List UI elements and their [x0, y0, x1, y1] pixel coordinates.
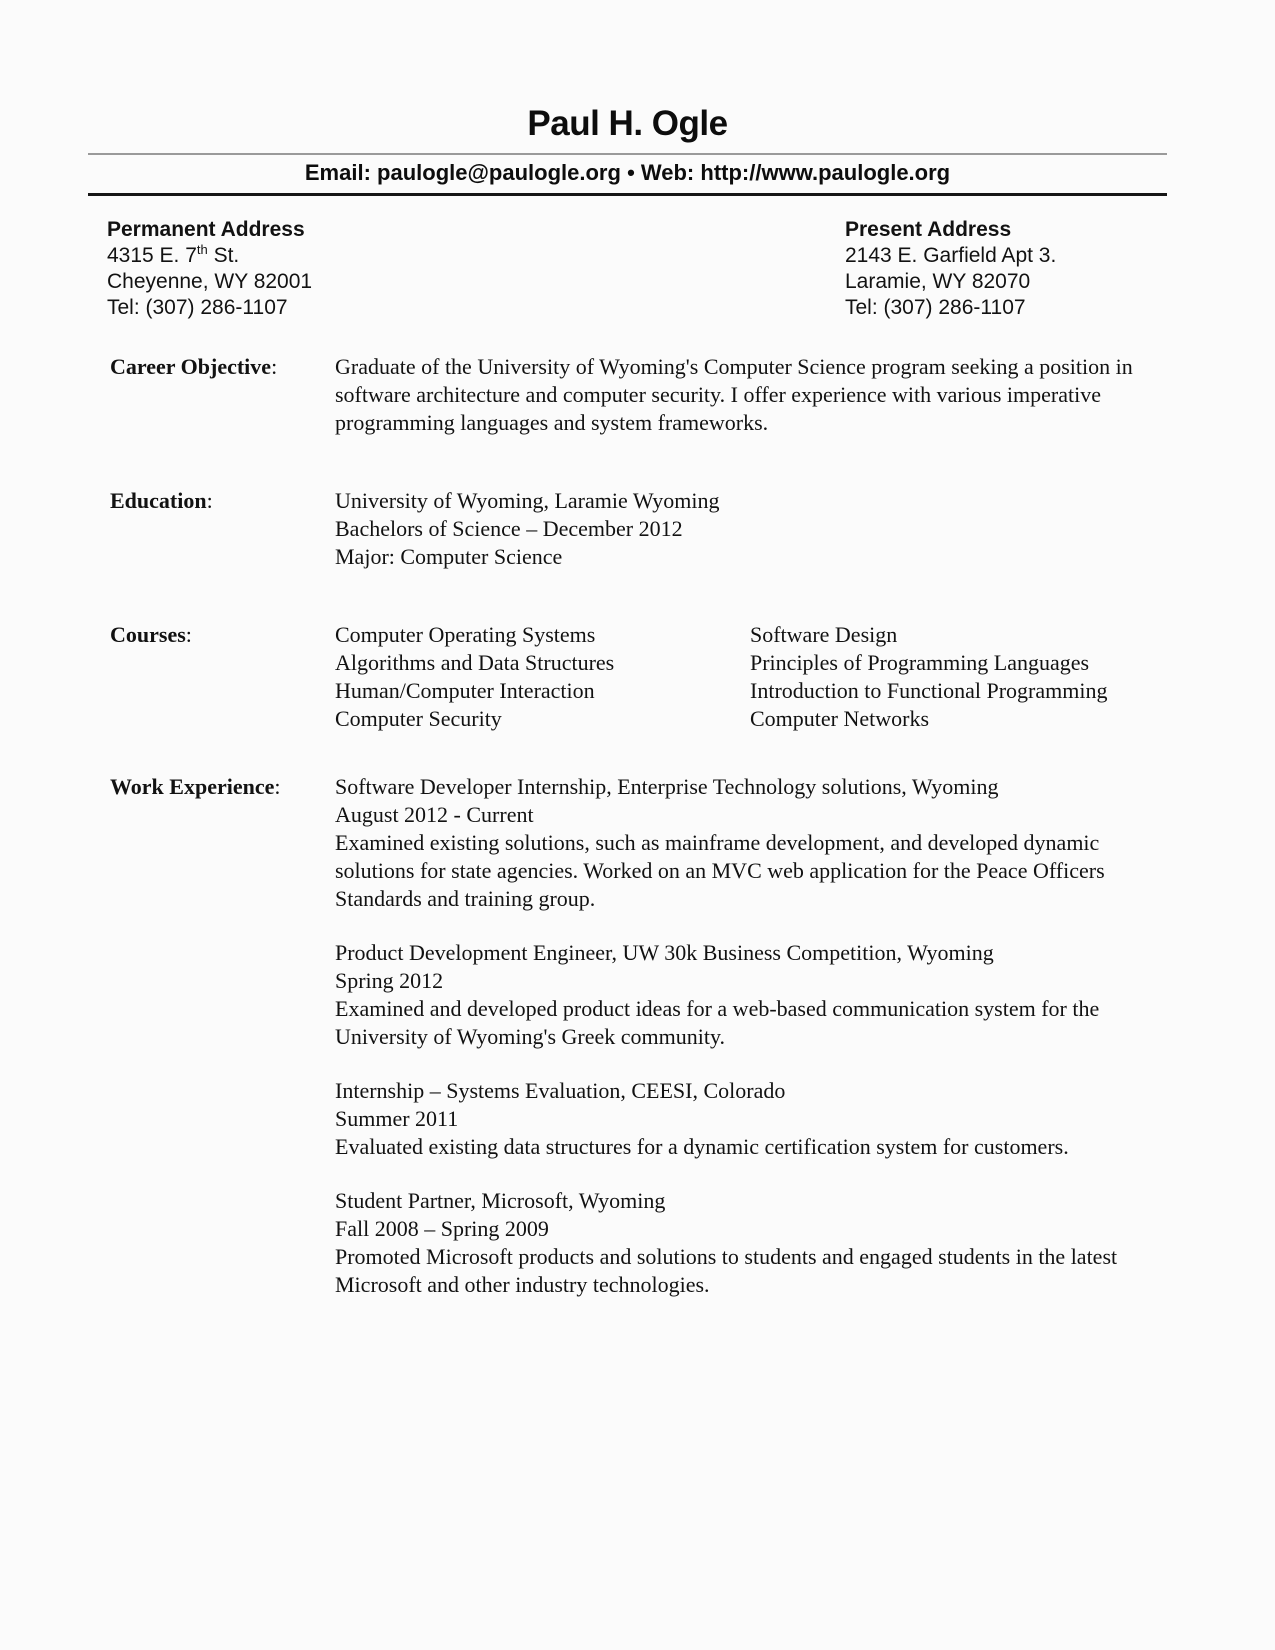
work-experience-label: [110, 773, 335, 1299]
job-entry: [335, 773, 1135, 913]
header-divider-thin: [88, 153, 1167, 155]
job-dates: Summer 2011: [335, 1106, 459, 1131]
career-objective-label-text: Career Objective: [110, 354, 272, 379]
job-entry: [335, 939, 1135, 1051]
job-entry: [335, 1187, 1135, 1299]
courses-content: [335, 621, 1135, 733]
present-address-city: Laramie, WY 82070: [845, 270, 1031, 293]
permanent-address-city: Cheyenne, WY 82001: [107, 270, 313, 293]
street-number: 4315 E. 7: [107, 244, 197, 267]
contact-line: [88, 160, 1167, 186]
course-item: Human/Computer Interaction: [335, 678, 595, 703]
permanent-address-label: Permanent Address: [107, 218, 305, 241]
job-dates: Spring 2012: [335, 968, 444, 993]
present-address-phone: Tel: (307) 286-1107: [845, 296, 1026, 319]
course-item: Computer Security: [335, 706, 502, 731]
permanent-address-phone: Tel: (307) 286-1107: [107, 296, 288, 319]
bullet-separator-icon: •: [627, 160, 635, 185]
present-address-street: 2143 E. Garfield Apt 3.: [845, 244, 1057, 267]
street-ordinal: th: [196, 242, 208, 257]
course-item: Algorithms and Data Structures: [335, 650, 615, 675]
course-item: Introduction to Functional Programming: [750, 678, 1108, 703]
label-colon: :: [274, 774, 281, 799]
courses-label: [110, 621, 335, 733]
work-experience-content: [335, 773, 1135, 1299]
header-divider-thick: [88, 193, 1167, 196]
education-line: Major: Computer Science: [335, 544, 563, 569]
section-courses: [110, 621, 1275, 733]
education-content: [335, 487, 1135, 571]
present-address-label: Present Address: [845, 218, 1012, 241]
address-block: [107, 217, 1275, 321]
web-label: Web:: [640, 160, 695, 185]
label-colon: :: [185, 622, 192, 647]
education-line: University of Wyoming, Laramie Wyoming: [335, 488, 720, 513]
courses-label-text: Courses: [110, 622, 186, 647]
job-title: Product Development Engineer, UW 30k Business Competition, Wyoming: [335, 940, 994, 965]
job-entry: [335, 1077, 1135, 1161]
label-colon: :: [206, 488, 213, 513]
job-description: Promoted Microsoft products and solutions to students and engaged students in the latest Microsoft and other industry technologies.: [335, 1244, 1118, 1297]
email-label: Email:: [304, 160, 371, 185]
course-item: Computer Operating Systems: [335, 622, 596, 647]
web-value: http://www.paulogle.org: [700, 160, 951, 185]
page-title: Paul H. Ogle: [527, 104, 728, 143]
job-description: Examined existing solutions, such as mainframe development, and developed dynamic solutions for state agencies. Worked on an MVC web application for the Peace Officers Standards and training group.: [335, 830, 1105, 911]
resume-header: [88, 0, 1167, 196]
street-rest: St.: [207, 244, 240, 267]
section-career-objective: [110, 353, 1275, 437]
courses-column-2: [750, 621, 1107, 733]
education-label-text: Education: [110, 488, 207, 513]
education-line: Bachelors of Science – December 2012: [335, 516, 683, 541]
courses-column-1: [335, 621, 750, 733]
email-value: paulogle@paulogle.org: [377, 160, 621, 185]
present-address: [845, 217, 1056, 321]
course-item: Computer Networks: [750, 706, 930, 731]
job-description: Evaluated existing data structures for a dynamic certification system for customers.: [335, 1134, 1069, 1159]
job-dates: Fall 2008 – Spring 2009: [335, 1216, 549, 1241]
job-title: Software Developer Internship, Enterprise Technology solutions, Wyoming: [335, 774, 999, 799]
section-work-experience: [110, 773, 1275, 1299]
permanent-address-street: [107, 243, 845, 269]
job-title: Student Partner, Microsoft, Wyoming: [335, 1188, 666, 1213]
career-objective-label: [110, 353, 335, 437]
course-item: Principles of Programming Languages: [750, 650, 1090, 675]
work-experience-label-text: Work Experience: [110, 774, 275, 799]
job-description: Examined and developed product ideas for a web-based communication system for the University of Wyoming's Greek community.: [335, 996, 1100, 1049]
job-dates: August 2012 - Current: [335, 802, 534, 827]
permanent-address: [107, 217, 845, 321]
career-objective-text: Graduate of the University of Wyoming's Computer Science program seeking a position in software architecture and computer security. I offer experience with various imperative programming languages and system frameworks.: [335, 354, 1133, 435]
education-label: [110, 487, 335, 571]
label-colon: :: [271, 354, 278, 379]
job-title: Internship – Systems Evaluation, CEESI, Colorado: [335, 1078, 786, 1103]
course-item: Software Design: [750, 622, 898, 647]
section-education: [110, 487, 1275, 571]
